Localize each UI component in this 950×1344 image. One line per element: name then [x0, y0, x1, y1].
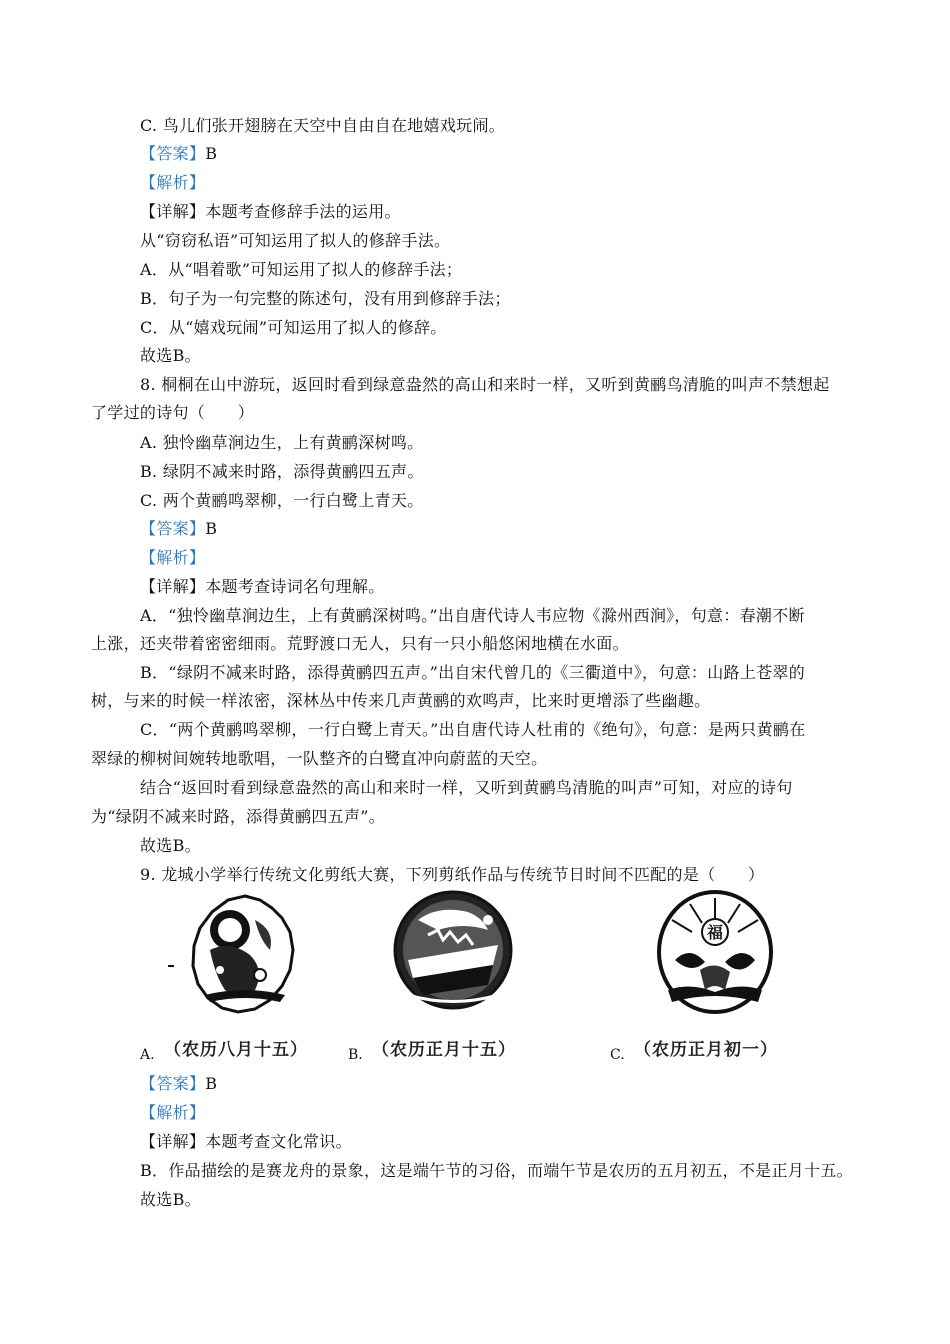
label-c: C.	[610, 1047, 625, 1063]
q8-detail-b: B．“绿阴不减来时路，添得黄鹂四五声。”出自宋代曾几的《三衢道中》，句意：山路上苍翠的	[140, 663, 806, 682]
label-b: B.	[348, 1047, 363, 1063]
q9-conclusion: 故选B。	[140, 1190, 201, 1209]
q7-option-c: C. 鸟儿们张开翅膀在天空中自由自在地嬉戏玩闹。	[140, 116, 506, 135]
q8-detail: 【详解】本题考查诗词名句理解。	[140, 577, 385, 596]
q7-answer	[140, 143, 217, 165]
label-a: A.	[140, 1047, 155, 1063]
papercut-dragon-boat-icon	[368, 890, 538, 1020]
q8-detail-c-cont: 翠绿的柳树间婉转地歌唱，一队整齐的白鹭直冲向蔚蓝的天空。	[91, 749, 548, 768]
q8-option-a: A. 独怜幽草涧边生，上有黄鹂深树鸣。	[140, 433, 424, 452]
analysis-tag: 【解析】	[140, 548, 206, 567]
q7-analysis-tag	[140, 172, 205, 194]
papercut-fu-fish-icon	[630, 890, 800, 1020]
papercut-image-b	[348, 890, 538, 1070]
answer-value: B	[205, 519, 218, 538]
q7-detail-b: B．句子为一句完整的陈述句，没有用到修辞手法；	[140, 289, 511, 308]
q8-detail-b-cont: 树，与来的时候一样浓密，深林丛中传来几声黄鹂的欢鸣声，比来时更增添了些幽趣。	[91, 691, 711, 710]
q8-analysis-tag	[140, 547, 205, 569]
answer-value: B	[205, 1074, 218, 1093]
q8-detail-a-cont: 上涨，还夹带着密密细雨。荒野渡口无人，只有一只小船悠闲地横在水面。	[91, 634, 629, 653]
q8-summary-cont: 为“绿阴不减来时路，添得黄鹂四五声”。	[91, 807, 386, 826]
analysis-tag: 【解析】	[140, 1103, 206, 1122]
papercut-image-a	[140, 890, 330, 1070]
caption-a: （农历八月十五）	[164, 1040, 308, 1060]
q9-detail: 【详解】本题考查文化常识。	[140, 1132, 352, 1151]
q8-stem-cont: 了学过的诗句（ ）	[91, 403, 255, 422]
papercut-image-c	[610, 890, 800, 1070]
caption-c: （农历正月初一）	[634, 1040, 778, 1060]
q8-stem: 8. 桐桐在山中游玩，返回时看到绿意盎然的高山和来时一样，又听到黄鹂鸟清脆的叫声不禁想起	[140, 375, 830, 394]
q8-detail-c: C．“两个黄鹂鸣翠柳，一行白鹭上青天。”出自唐代诗人杜甫的《绝句》，句意：是两只黄鹂在	[140, 720, 806, 739]
q9-detail-b: B．作品描绘的是赛龙舟的景象，这是端午节的习俗，而端午节是农历的五月初五，不是正月十五。	[140, 1161, 853, 1180]
answer-tag: 【答案】	[140, 1074, 206, 1093]
q8-option-c: C. 两个黄鹂鸣翠柳，一行白鹭上青天。	[140, 491, 424, 510]
q8-answer	[140, 518, 217, 540]
q7-detail-c: C．从“嬉戏玩闹”可知运用了拟人的修辞。	[140, 318, 447, 337]
q7-detail: 【详解】本题考查修辞手法的运用。	[140, 202, 401, 221]
fu-character: 福	[706, 923, 724, 942]
papercut-moon-icon	[160, 890, 330, 1020]
q7-detail-line: 从“窃窃私语”可知运用了拟人的修辞手法。	[140, 231, 451, 250]
q9-analysis-tag	[140, 1102, 205, 1124]
q7-detail-a: A．从“唱着歌”可知运用了拟人的修辞手法；	[140, 260, 463, 279]
q8-summary: 结合“返回时看到绿意盎然的高山和来时一样，又听到黄鹂鸟清脆的叫声”可知，对应的诗句	[140, 778, 793, 797]
answer-value: B	[205, 144, 218, 163]
q8-conclusion: 故选B。	[140, 836, 201, 855]
q9-answer	[140, 1073, 217, 1095]
analysis-tag: 【解析】	[140, 173, 206, 192]
caption-b: （农历正月十五）	[372, 1040, 516, 1060]
q7-conclusion: 故选B。	[140, 346, 201, 365]
answer-tag: 【答案】	[140, 519, 206, 538]
q9-stem: 9. 龙城小学举行传统文化剪纸大赛，下列剪纸作品与传统节日时间不匹配的是（ ）	[140, 865, 765, 884]
q8-option-b: B. 绿阴不减来时路，添得黄鹂四五声。	[140, 462, 424, 481]
q8-detail-a: A．“独怜幽草涧边生，上有黄鹂深树鸣。”出自唐代诗人韦应物《滁州西涧》，句意：春潮不断	[140, 606, 805, 625]
answer-tag: 【答案】	[140, 144, 206, 163]
